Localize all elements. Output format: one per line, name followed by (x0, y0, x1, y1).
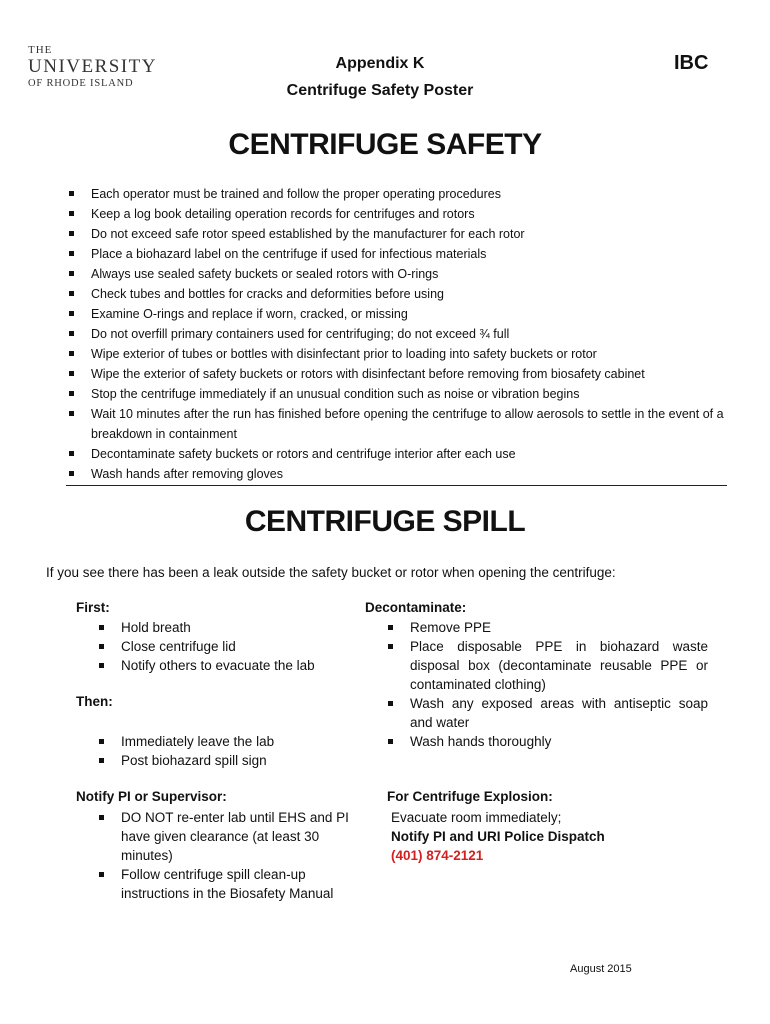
explosion-label: For Centrifuge Explosion: (387, 789, 553, 804)
list-item: Close centrifuge lid (121, 637, 361, 656)
decontaminate-label: Decontaminate: (365, 600, 467, 615)
list-item: Place disposable PPE in biohazard waste disposal box (decontaminate reusable PPE or contaminated clothing) (410, 639, 708, 692)
list-item: Remove PPE (410, 618, 708, 637)
then-list (121, 732, 361, 770)
list-item: Wipe exterior of tubes or bottles with disinfectant prior to loading into safety buckets or rotor (91, 344, 731, 364)
list-item: Wipe the exterior of safety buckets or rotors with disinfectant before removing from biosafety cabinet (91, 364, 731, 384)
then-label: Then: (76, 694, 113, 709)
safety-list (91, 184, 731, 484)
explosion-evacuate: Evacuate room immediately; (391, 810, 562, 825)
police-phone-number: (401) 874-2121 (391, 848, 484, 863)
spill-heading: CENTRIFUGE SPILL (244, 505, 526, 538)
list-item: Check tubes and bottles for cracks and deformities before using (91, 284, 731, 304)
university-logo (28, 44, 157, 90)
appendix-title: Appendix K (335, 55, 425, 72)
list-item: Each operator must be trained and follow the proper operating procedures (91, 184, 731, 204)
list-item: Do not exceed safe rotor speed established by the manufacturer for each rotor (91, 224, 731, 244)
list-item: Immediately leave the lab (121, 732, 361, 751)
list-item: Keep a log book detailing operation records for centrifuges and rotors (91, 204, 731, 224)
list-item: DO NOT re-enter lab until EHS and PI have given clearance (at least 30 minutes) (121, 808, 357, 865)
list-item: Follow centrifuge spill clean-up instructions in the Biosafety Manual (121, 865, 357, 903)
list-item: Hold breath (121, 618, 361, 637)
first-list (121, 618, 361, 675)
footer-date: August 2015 (570, 963, 632, 975)
list-item: Wash any exposed areas with antiseptic soap and water (410, 696, 708, 730)
first-label: First: (76, 600, 110, 615)
safety-heading: CENTRIFUGE SAFETY (228, 128, 542, 161)
notify-list (121, 808, 357, 903)
list-item: Stop the centrifuge immediately if an unusual condition such as noise or vibration begins (91, 384, 731, 404)
list-item: Wash hands thoroughly (410, 732, 708, 751)
list-item: Wash hands after removing gloves (91, 464, 731, 484)
decontaminate-list (410, 618, 708, 751)
logo-the: THE (28, 44, 53, 56)
section-divider (66, 485, 727, 486)
logo-of-rhode-island: OF RHODE ISLAND (28, 78, 134, 89)
list-item: Always use sealed safety buckets or sealed rotors with O-rings (91, 264, 731, 284)
spill-intro: If you see there has been a leak outside the safety bucket or rotor when opening the centrifuge: (46, 565, 616, 580)
list-item: Do not overfill primary containers used for centrifuging; do not exceed ¾ full (91, 324, 731, 344)
logo-university: UNIVERSITY (28, 56, 157, 77)
list-item: Examine O-rings and replace if worn, cracked, or missing (91, 304, 731, 324)
notify-label: Notify PI or Supervisor: (76, 789, 227, 804)
explosion-notify: Notify PI and URI Police Dispatch (391, 829, 605, 844)
list-item: Post biohazard spill sign (121, 751, 361, 770)
list-item: Wait 10 minutes after the run has finished before opening the centrifuge to allow aerosols to settle in the event of a breakdown in containment (91, 404, 731, 444)
poster-subtitle: Centrifuge Safety Poster (286, 82, 474, 99)
list-item: Place a biohazard label on the centrifuge if used for infectious materials (91, 244, 731, 264)
list-item: Notify others to evacuate the lab (121, 656, 361, 675)
ibc-label: IBC (674, 52, 709, 74)
list-item: Decontaminate safety buckets or rotors and centrifuge interior after each use (91, 444, 731, 464)
